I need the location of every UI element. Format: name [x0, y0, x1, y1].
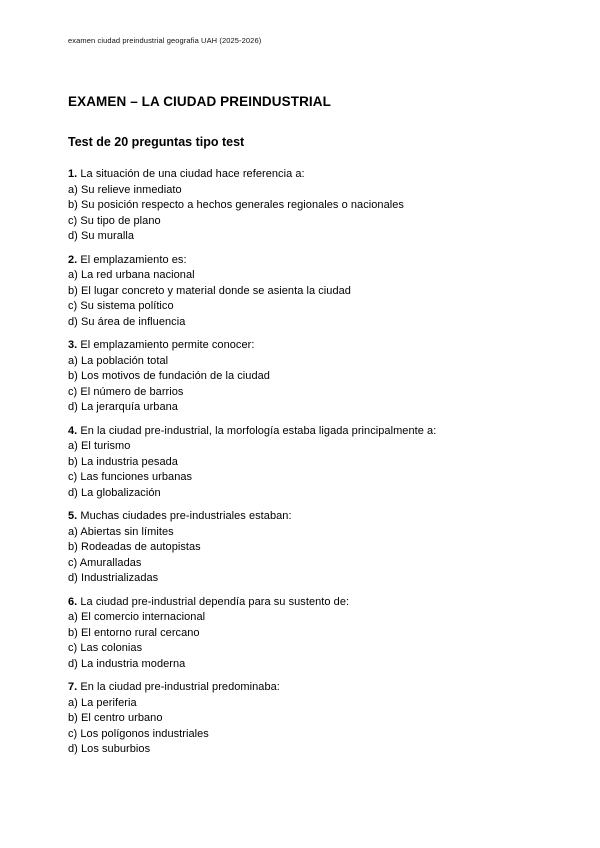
answer-option: d) La industria moderna [68, 657, 186, 670]
question-block [68, 424, 530, 502]
answer-option: d) La globalización [68, 486, 161, 499]
question-number: 3. [68, 339, 78, 351]
answer-option: c) Los polígonos industriales [68, 727, 209, 740]
question-line [68, 253, 530, 269]
question-text: La ciudad pre-industrial dependía para su sustento de: [80, 595, 350, 608]
question-line [68, 680, 530, 696]
question-text: En la ciudad pre-industrial, la morfología estaba ligada principalmente a: [80, 424, 437, 437]
question-block [68, 509, 530, 587]
question-line [68, 167, 530, 183]
answer-option: a) El turismo [68, 440, 131, 452]
answer-option: c) Amuralladas [68, 556, 142, 569]
answer-option: b) La industria pesada [68, 455, 178, 468]
question-number: 1. [68, 168, 78, 180]
answer-option: d) Los suburbios [68, 743, 151, 755]
question-block [68, 253, 530, 331]
answer-option: d) Su muralla [68, 230, 135, 242]
question-text: Muchas ciudades pre-industriales estaban: [80, 510, 292, 522]
answer-option: a) Abiertas sin límites [68, 525, 174, 538]
answer-option: a) La población total [68, 354, 169, 367]
question-block [68, 338, 530, 416]
document-header-text: examen ciudad preindustrial geografia UAH (2025-2026) [68, 36, 262, 45]
answer-option: a) La periferia [68, 696, 137, 709]
question-block [68, 167, 530, 245]
answer-option: b) El lugar concreto y material donde se asienta la ciudad [68, 284, 351, 297]
answer-option: a) El comercio internacional [68, 611, 206, 623]
question-line [68, 338, 530, 354]
question-text: La situación de una ciudad hace referencia a: [80, 168, 305, 180]
question-number: 7. [68, 681, 78, 693]
question-list [68, 167, 530, 758]
answer-option: c) Las colonias [68, 642, 143, 654]
answer-option: b) Su posición respecto a hechos generales regionales o nacionales [68, 199, 404, 211]
answer-option: a) Su relieve inmediato [68, 183, 182, 196]
exam-subtitle: Test de 20 preguntas tipo test [68, 135, 245, 149]
question-number: 6. [68, 595, 78, 608]
answer-option: a) La red urbana nacional [68, 269, 195, 281]
question-number: 4. [68, 424, 78, 437]
answer-option: c) Su tipo de plano [68, 214, 161, 227]
answer-option: b) El entorno rural cercano [68, 626, 200, 639]
answer-option: c) Su sistema político [68, 300, 174, 312]
question-text: En la ciudad pre-industrial predominaba: [80, 681, 280, 693]
question-line [68, 424, 530, 440]
question-text: El emplazamiento es: [80, 253, 187, 266]
answer-option: d) Su área de influencia [68, 315, 186, 328]
answer-option: c) El número de barrios [68, 385, 184, 398]
question-line [68, 509, 530, 525]
question-number: 5. [68, 510, 78, 522]
question-number: 2. [68, 253, 78, 266]
question-text: El emplazamiento permite conocer: [80, 339, 255, 351]
answer-option: d) La jerarquía urbana [68, 401, 178, 413]
answer-option: b) Rodeadas de autopistas [68, 541, 201, 553]
question-line [68, 595, 530, 611]
question-block [68, 680, 530, 758]
answer-option: d) Industrializadas [68, 572, 159, 584]
answer-option: c) Las funciones urbanas [68, 471, 193, 483]
answer-option: b) Los motivos de fundación de la ciudad [68, 370, 270, 382]
answer-option: b) El centro urbano [68, 712, 163, 724]
exam-title: EXAMEN – LA CIUDAD PREINDUSTRIAL [68, 94, 331, 109]
question-block [68, 595, 530, 673]
